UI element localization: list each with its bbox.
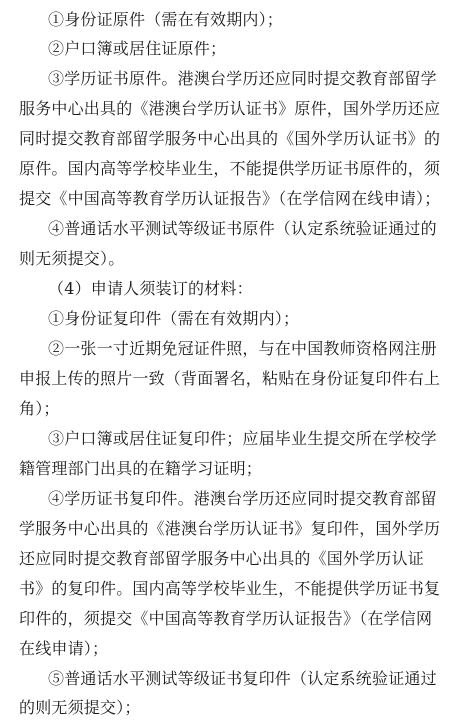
doc-line: ②一张一寸近期免冠证件照，与在中国教师资格网注册 [48, 339, 437, 358]
doc-line: 籍管理部门出具的在籍学习证明； [19, 459, 263, 478]
doc-line: 原件。国内高等学校毕业生，不能提供学历证书原件的，须 [19, 159, 441, 178]
doc-line: 还应同时提交教育部留学服务中心出具的《国外学历认证 [19, 549, 425, 568]
doc-line: 则无须提交）。 [19, 249, 125, 268]
doc-line: ①身份证复印件（需在有效期内）； [48, 309, 300, 328]
doc-line: ⑤普通话水平测试等级证书复印件（认定系统验证通过 [48, 669, 437, 688]
doc-line: 提交《中国高等教育学历认证报告》（在学信网在线申请）； [19, 189, 441, 208]
doc-line: 的则无须提交）； [19, 698, 141, 717]
doc-line: 印件的，须提交《中国高等教育学历认证报告》（在学信网 [19, 609, 433, 628]
doc-line: ④普通话水平测试等级证书原件（认定系统验证通过的 [48, 219, 437, 238]
doc-line: 服务中心出具的《港澳台学历认证书》原件，国外学历还应 [19, 99, 441, 118]
doc-line: ①身份证原件（需在有效期内）； [48, 10, 284, 29]
doc-line: 角）； [19, 399, 60, 418]
doc-line: 同时提交教育部留学服务中心出具的《国外学历认证书》的 [19, 129, 441, 148]
doc-line: 在线申请）； [19, 639, 109, 658]
doc-line: 书》的复印件。国内高等学校毕业生，不能提供学历证书复 [19, 579, 441, 598]
doc-line: 学服务中心出具的《港澳台学历认证书》复印件，国外学历 [19, 519, 441, 538]
section-heading: （4）申请人须装订的材料： [48, 279, 253, 298]
doc-line: ③学历证书原件。港澳台学历还应同时提交教育部留学 [48, 69, 437, 88]
doc-line: ③户口簿或居住证复印件；应届毕业生提交所在学校学 [48, 429, 437, 448]
doc-line: ④学历证书复印件。港澳台学历还应同时提交教育部留 [48, 489, 437, 508]
doc-line: ②户口簿或居住证原件； [48, 39, 227, 58]
doc-line: 申报上传的照片一致（背面署名，粘贴在身份证复印件右上 [19, 369, 441, 388]
